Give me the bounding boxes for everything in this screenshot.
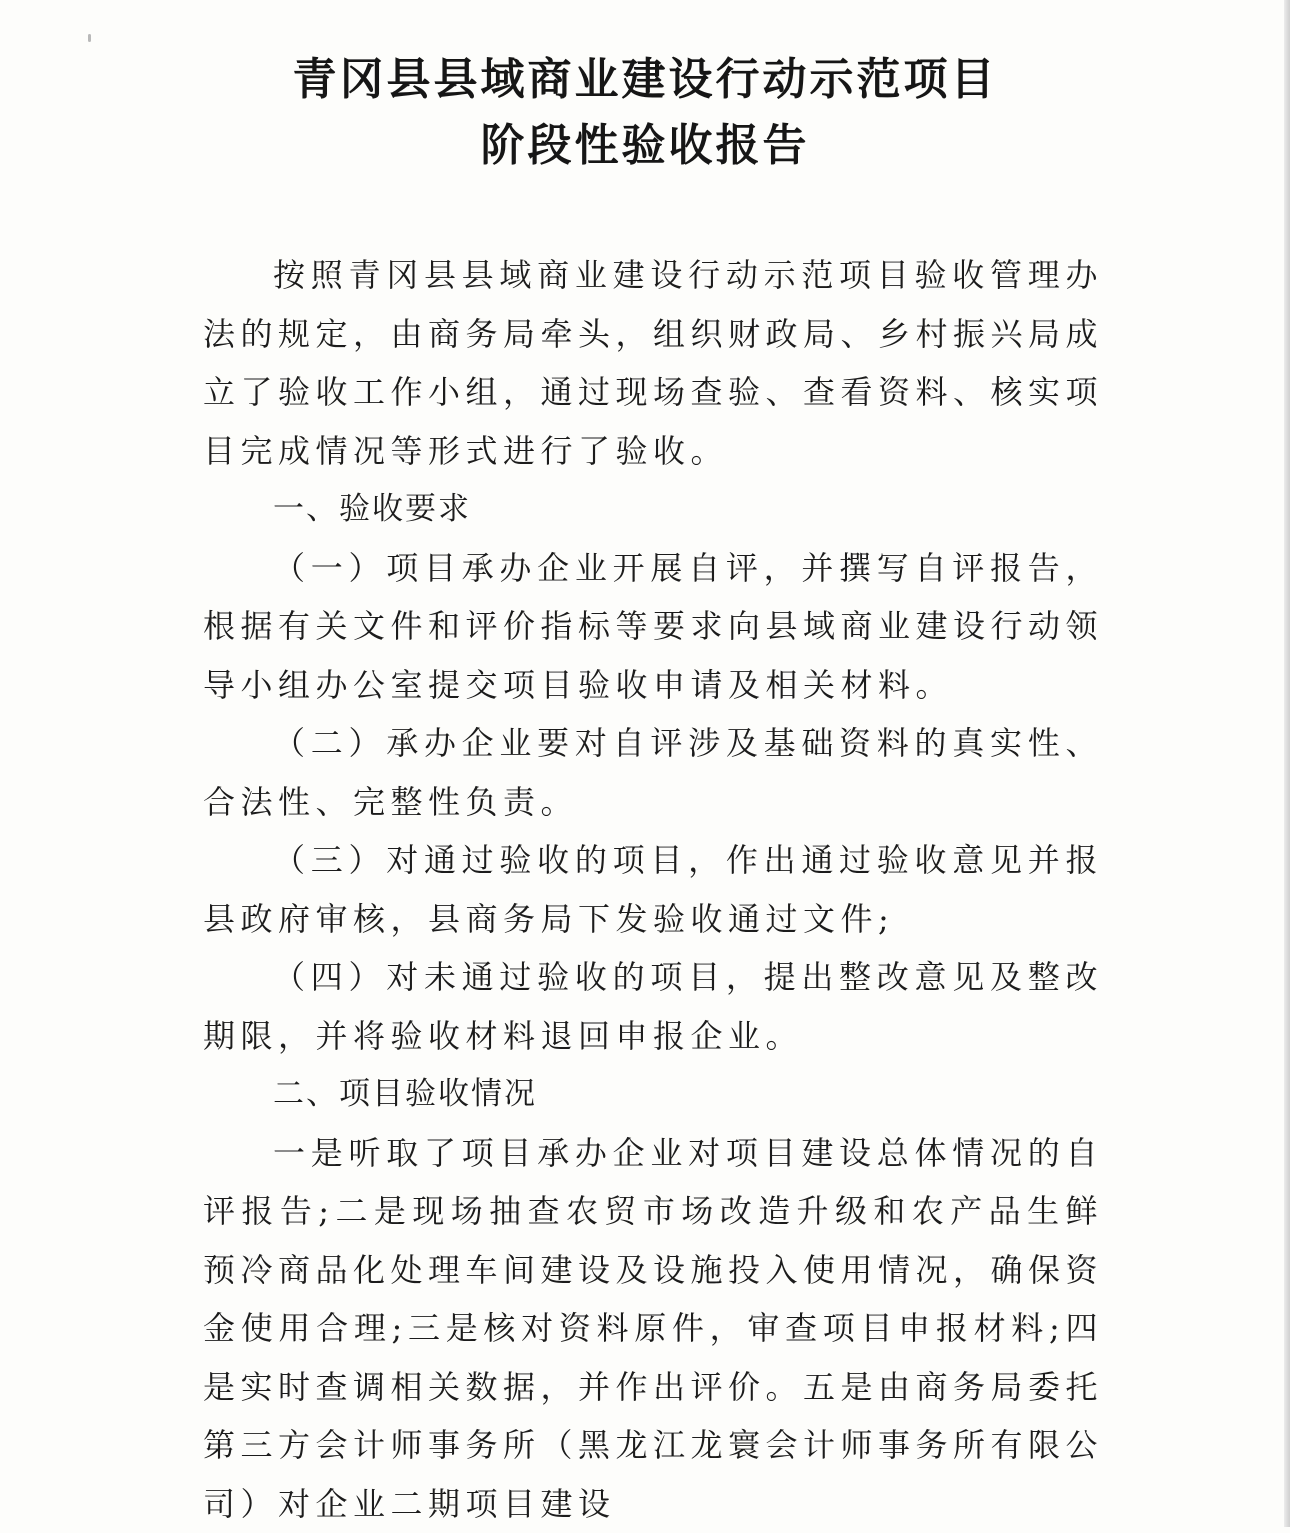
intro-paragraph: 按照青冈县县域商业建设行动示范项目验收管理办法的规定，由商务局牵头，组织财政局、乡村振兴局成立了验收工作小组，通过现场查验、查看资料、核实项目完成情况等形式进行了验收。 — [203, 246, 1103, 480]
document-title-line2: 阶段性验收报告 — [0, 116, 1290, 176]
section1-item-2: （二）承办企业要对自评涉及基础资料的真实性、合法性、完整性负责。 — [203, 714, 1103, 831]
section1-heading: 一、验收要求 — [203, 480, 1103, 539]
document-title-line1: 青冈县县域商业建设行动示范项目 — [0, 50, 1290, 110]
section2-paragraph: 一是听取了项目承办企业对项目建设总体情况的自评报告;二是现场抽查农贸市场改造升级和农产品生鲜预冷商品化处理车间建设及设施投入使用情况，确保资金使用合理;三是核对资料原件，审查项目申报材料;四是实时查调相关数据，并作出评价。五是由商务局委托第三方会计师事务所（黑龙江龙寰会计师事务所有限公司）对企业二期项目建设 — [203, 1124, 1103, 1533]
scan-speck — [88, 34, 91, 42]
page-edge — [1284, 0, 1290, 1527]
section1-item-1: （一）项目承办企业开展自评，并撰写自评报告，根据有关文件和评价指标等要求向县域商业建设行动领导小组办公室提交项目验收申请及相关材料。 — [203, 539, 1103, 715]
section1-item-4: （四）对未通过验收的项目，提出整改意见及整改期限，并将验收材料退回申报企业。 — [203, 948, 1103, 1065]
document-body — [203, 246, 1103, 1533]
section2-heading: 二、项目验收情况 — [203, 1065, 1103, 1124]
section1-item-3: （三）对通过验收的项目，作出通过验收意见并报县政府审核，县商务局下发验收通过文件; — [203, 831, 1103, 948]
